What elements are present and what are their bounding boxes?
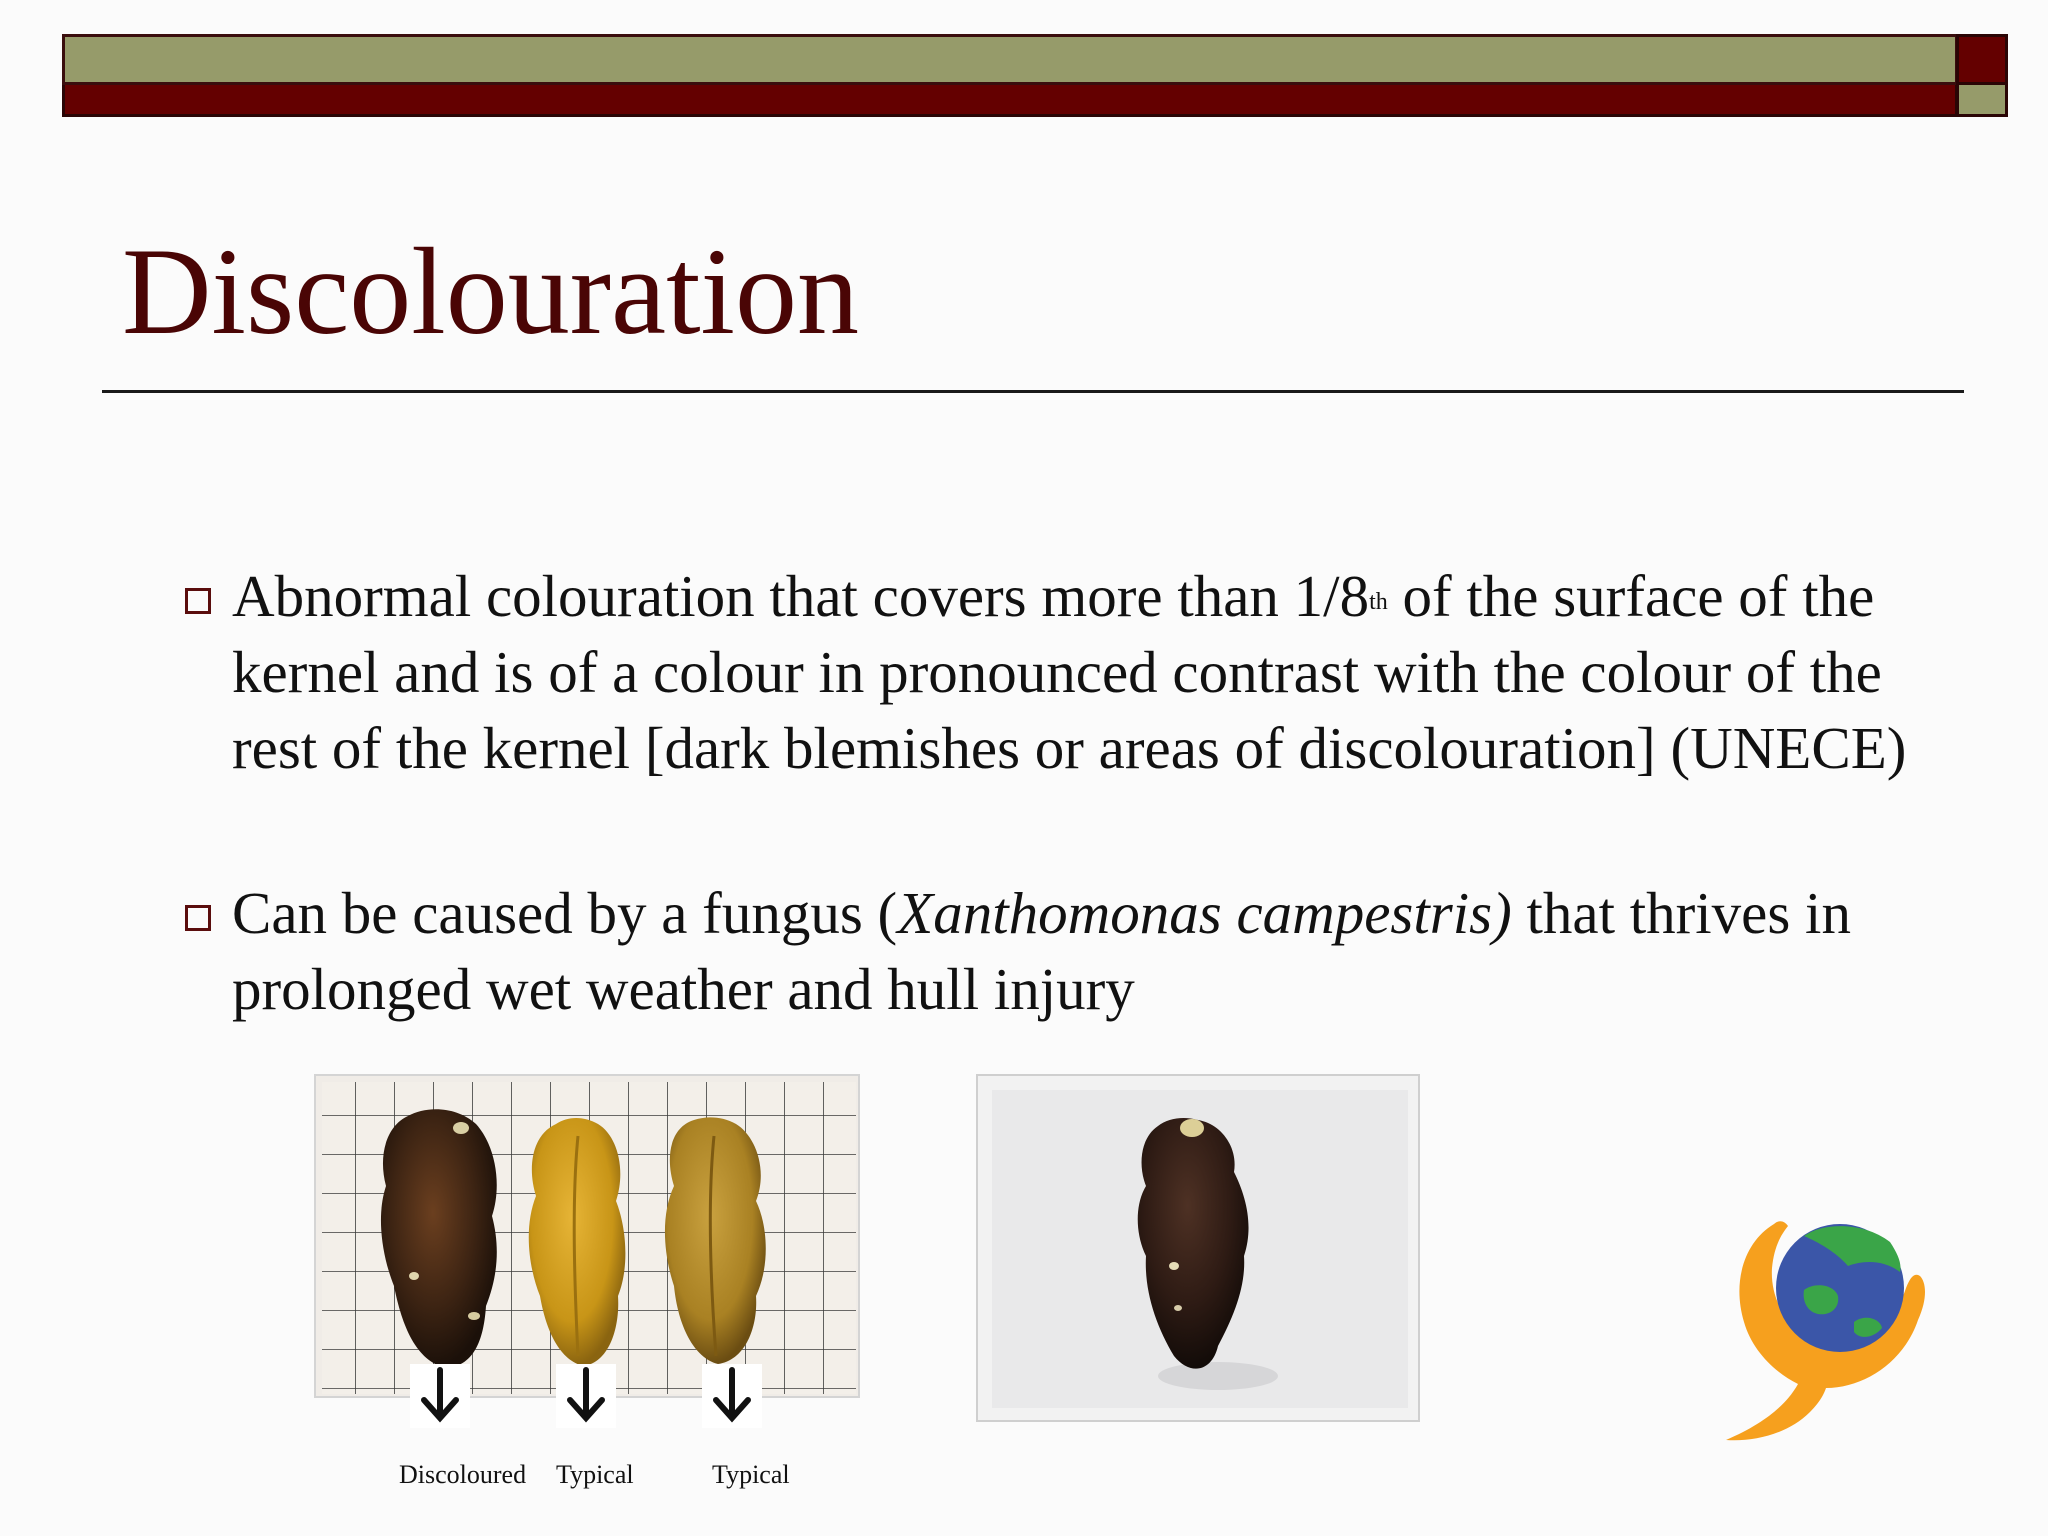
bullet-item [232,558,1962,786]
kernel-comparison-illustration [316,1076,860,1398]
down-arrow-icon [707,1364,757,1426]
header-band-red [62,85,1958,117]
down-arrow-icon [415,1364,465,1426]
header-corner-olive [1956,85,2008,117]
kernel-comparison-photo [314,1074,860,1398]
slide-title: Discolouration [122,223,859,360]
bullet-text-part: Abnormal colouration that covers more than 1/8 [232,563,1370,629]
kernel-label-typical: Typical [712,1460,790,1489]
square-bullet-icon [185,588,211,614]
square-bullet-icon [185,905,211,931]
header-band-olive [62,34,1958,85]
title-divider [102,390,1964,393]
arrow-marker [556,1364,616,1428]
bullet-text-part: Can be caused by a fungus ( [232,880,898,946]
kernel-label-discoloured: Discoloured [399,1460,527,1489]
discoloured-kernel-illustration [978,1076,1420,1422]
down-arrow-icon [561,1364,611,1426]
discoloured-kernel-photo [976,1074,1420,1422]
globe-hands-logo-icon [1714,1202,1940,1446]
arrow-marker [702,1364,762,1428]
bullet-text-part: that thrives in prolonged wet weather and hull injury [232,880,1851,1022]
arrow-marker [410,1364,470,1428]
bullet-italic-species: Xanthomonas campestris) [897,880,1512,946]
bullet-item [232,875,1962,1027]
kernel-label-typical: Typical [556,1460,634,1489]
header-corner-red [1956,34,2008,85]
bullet-superscript: th [1369,589,1388,615]
bullet-text-part: of the surface of the kernel and is of a colour in pronounced contrast with the colour of the rest of the kernel [dark blemishes or areas of discolouration] (UNECE) [232,563,1907,781]
organization-logo [1714,1202,1940,1446]
